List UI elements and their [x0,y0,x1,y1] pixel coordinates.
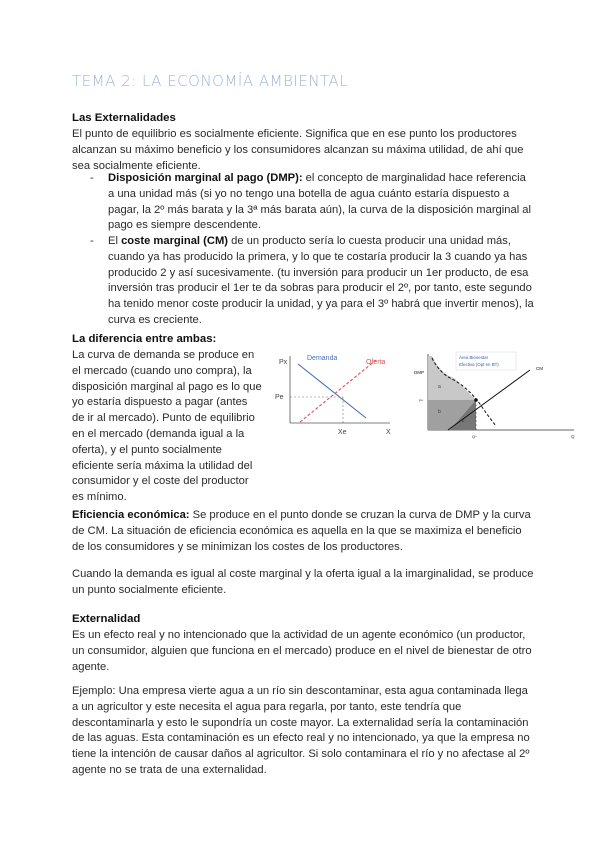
legend-line-2: Efectiva (Opt en BT) [459,362,499,367]
q-axis-label: Q [571,434,575,439]
heading-externalidades: Las Externalidades [72,112,176,124]
xe-label: Xe [338,429,347,436]
bullet-dash: - [90,172,94,184]
supply-label: Oferta [366,359,386,366]
term-dmp: Disposición marginal al pago (DMP): [108,172,303,184]
dmp-label: DMP [414,370,424,375]
dmp-text: el concepto de marginalidad hace referencia a una unidad más (si yo no tengo una botella de agua cuánto estaría dispuesto a pagar, la 2º más barata y la 3ª más barata aún), la curva de la disposición marginal al pago es siempre descendente. [108,172,532,232]
list-item-dmp [90,171,534,234]
diferencia-paragraph: La curva de demanda se produce en el mercado (cuando uno compra), la disposición marginal al pago es lo que yo estaría dispuesto a pagar (antes de ir al mercado). Punto de equilibrio en el mercado (demanda igual a la oferta), y el punto socialmente eficiente sería máxima la utilidad del consumidor y el coste del productor es mínimo. [72,349,262,504]
demand-label: Demanda [307,355,338,362]
intro-paragraph: El punto de equilibrio es socialmente eficiente. Significa que en ese punto los productores alcanzan su máximo beneficio y los consumidores alcanzan su máxima utilidad, de ahí que sea socialmente eficiente. [72,128,524,172]
bullet-dash: - [90,235,94,247]
area-a-label: a [438,384,441,390]
supply-demand-chart [270,348,410,448]
p-star-label: P* [419,398,424,403]
cm-label: CM [536,366,543,371]
cm-prefix: El [108,235,122,247]
area-c-label: c [462,418,465,424]
page-title: TEMA 2: LA ECONOMÍA AMBIENTAL [72,72,349,90]
eficiencia-paragraph [72,508,534,555]
heading-externalidad: Externalidad [72,613,141,625]
demand-cost-paragraph: Cuando la demanda es igual al coste marginal y la oferta igual a la imarginalidad, se produce un punto socialmente eficiente. [72,568,534,596]
y-axis-label: Px [279,359,288,366]
dmp-cm-chart [412,350,582,446]
legend-line-1: Área Bienestar [459,355,489,360]
equilibrium-point [474,398,478,402]
example-paragraph: Ejemplo: Una empresa vierte agua a un río sin descontaminar, esta agua contaminada llega a un agricultor y este necesita el agua para regarla, por tanto, este tendría que descontaminarla y esto le supondría un coste mayor. La externalidad sería la contaminación de las aguas. Esta contaminación es un efecto real y no intencionado, ya que la empresa no tiene la intención de causar daños al agricultor. Si solo contaminara el río y no afectase al 2º agente no se trata de una externalidad. [72,685,530,776]
term-cm: coste marginal (CM) [121,235,228,247]
list-item-cm [90,234,534,329]
demand-line [298,364,366,418]
area-b-label: b [438,409,441,415]
x-axis-label: X [386,429,391,436]
pe-label: Pe [275,394,284,401]
externalidad-definition: Es un efecto real y no intencionado que la actividad de un agente económico (un productor, un consumidor, alguien que funciona en el mercado) produce en el nivel de bienestar de otro agente. [72,629,532,673]
term-eficiencia: Eficiencia económica: [72,509,190,521]
eficiencia-text: Se produce en el punto donde se cruzan la curva de DMP y la curva de CM. La situación de eficiencia económica es aquella en la que se maximiza el beneficio de los consumidores y se minimizan los costes de los productores. [72,509,531,553]
q-star-label: Q* [472,434,477,439]
cm-text: de un producto sería lo cuesta producir una unidad más, cuando ya has producido la primera, y lo que te costaría producir la 3 cuando ya has producido 2 y así sucesivamente. (tu inversión para producir un 1er producto, de esa inversión tras producir el 1er te da sobras para producir el 2º, por tanto, este segundo ha tenido menor coste producir la unidad, y ya para el 3º habrá que invertir menos), la curva es creciente. [108,235,534,326]
supply-line [300,360,376,422]
heading-diferencia: La diferencia entre ambas: [72,333,217,345]
